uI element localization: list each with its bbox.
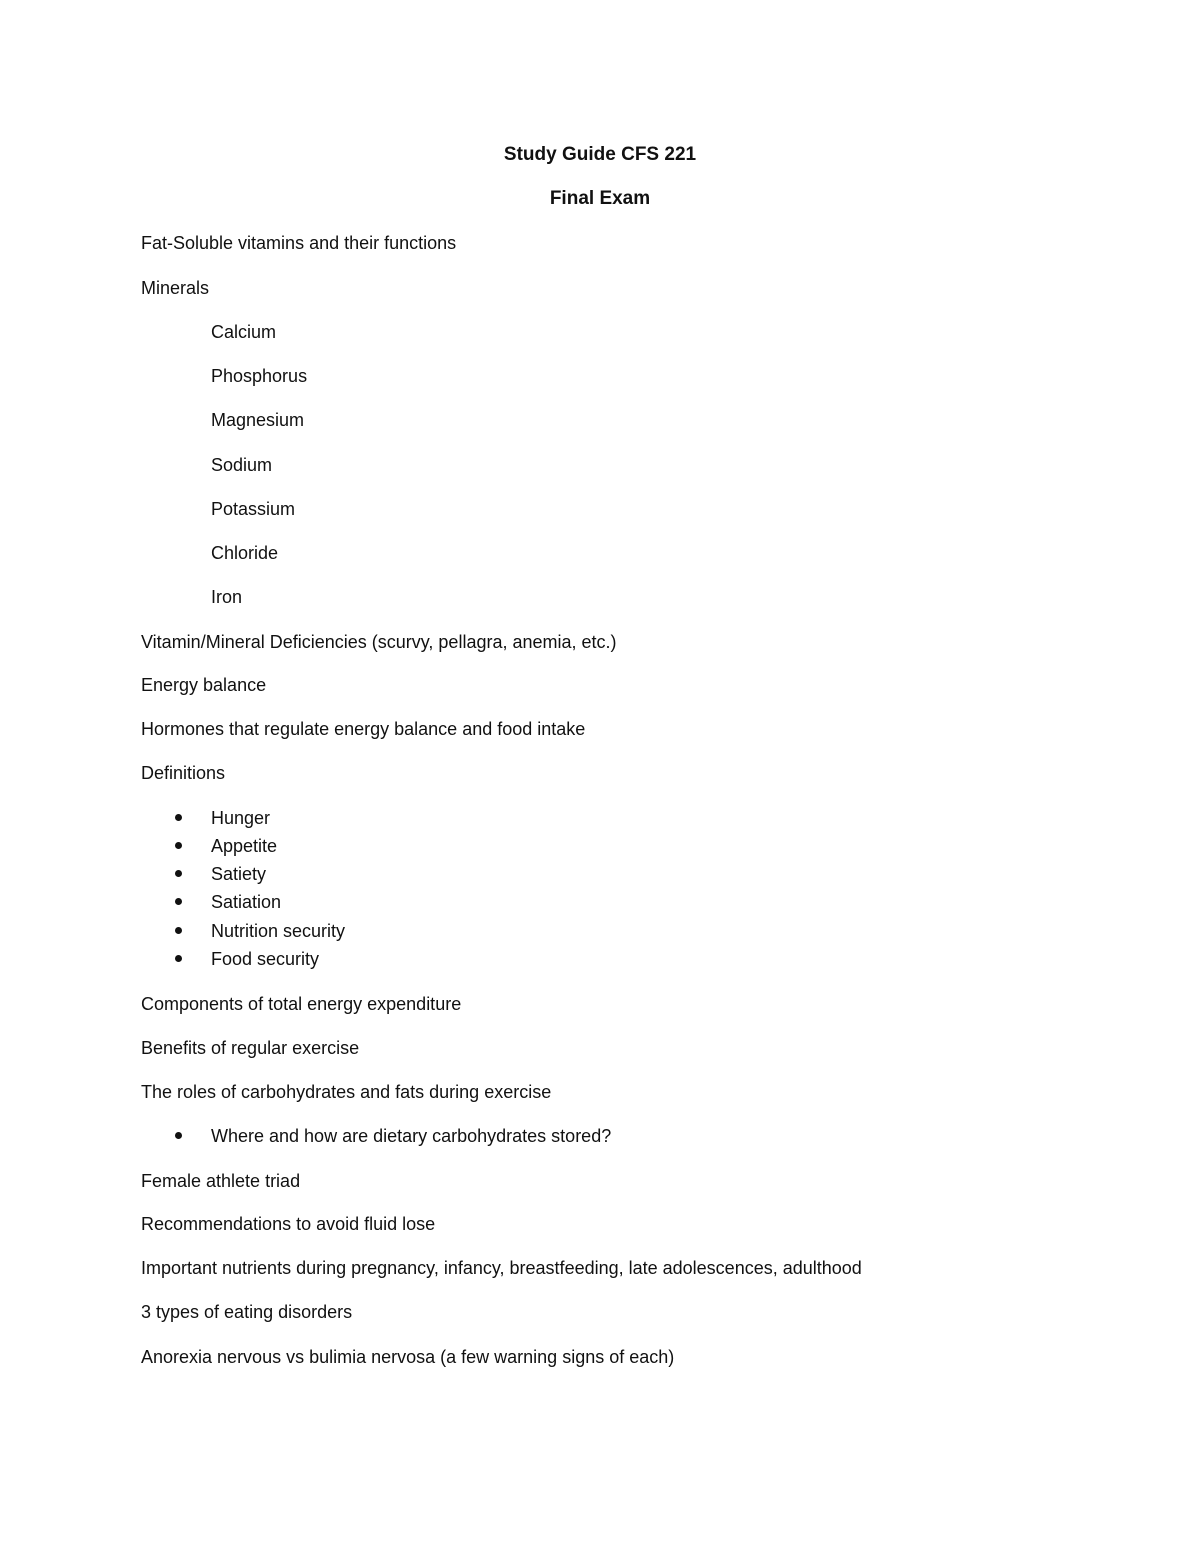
mineral-item: Phosphorus <box>211 366 308 386</box>
bullet-icon <box>175 955 182 962</box>
eating-disorders-topic: 3 types of eating disorders <box>141 1302 353 1322</box>
definition-item: Appetite <box>211 836 278 856</box>
bullet-icon <box>175 814 182 821</box>
mineral-item: Potassium <box>211 499 296 519</box>
mineral-item: Sodium <box>211 455 273 475</box>
bullet-icon <box>175 1132 182 1139</box>
document-title: Study Guide CFS 221 <box>503 144 697 165</box>
fat-soluble-topic: Fat-Soluble vitamins and their functions <box>141 233 457 253</box>
female-athlete-topic: Female athlete triad <box>141 1171 301 1191</box>
mineral-item: Calcium <box>211 322 277 342</box>
deficiencies-topic: Vitamin/Mineral Deficiencies (scurvy, pellagra, anemia, etc.) <box>141 632 617 652</box>
important-nutrients-topic: Important nutrients during pregnancy, infancy, breastfeeding, late adolescences, adulthood <box>141 1258 862 1278</box>
definitions-heading: Definitions <box>141 763 226 783</box>
mineral-item: Magnesium <box>211 410 305 430</box>
mineral-item: Chloride <box>211 543 279 563</box>
roles-topic: The roles of carbohydrates and fats during exercise <box>141 1082 552 1102</box>
components-topic: Components of total energy expenditure <box>141 994 462 1014</box>
bullet-icon <box>175 842 182 849</box>
recommendations-topic: Recommendations to avoid fluid lose <box>141 1214 436 1234</box>
benefits-topic: Benefits of regular exercise <box>141 1038 360 1058</box>
hormones-topic: Hormones that regulate energy balance and food intake <box>141 719 586 739</box>
definition-item: Hunger <box>211 808 271 828</box>
minerals-heading: Minerals <box>141 278 210 298</box>
anorexia-topic: Anorexia nervous vs bulimia nervosa (a few warning signs of each) <box>141 1347 675 1367</box>
bullet-icon <box>175 898 182 905</box>
energy-balance-topic: Energy balance <box>141 675 267 695</box>
definition-item: Satiety <box>211 864 267 884</box>
roles-bullet-item: Where and how are dietary carbohydrates stored? <box>211 1126 612 1146</box>
bullet-icon <box>175 927 182 934</box>
definition-item: Satiation <box>211 892 282 912</box>
document-subtitle: Final Exam <box>549 188 651 209</box>
mineral-item: Iron <box>211 587 243 607</box>
definition-item: Food security <box>211 949 320 969</box>
bullet-icon <box>175 870 182 877</box>
definition-item: Nutrition security <box>211 921 346 941</box>
